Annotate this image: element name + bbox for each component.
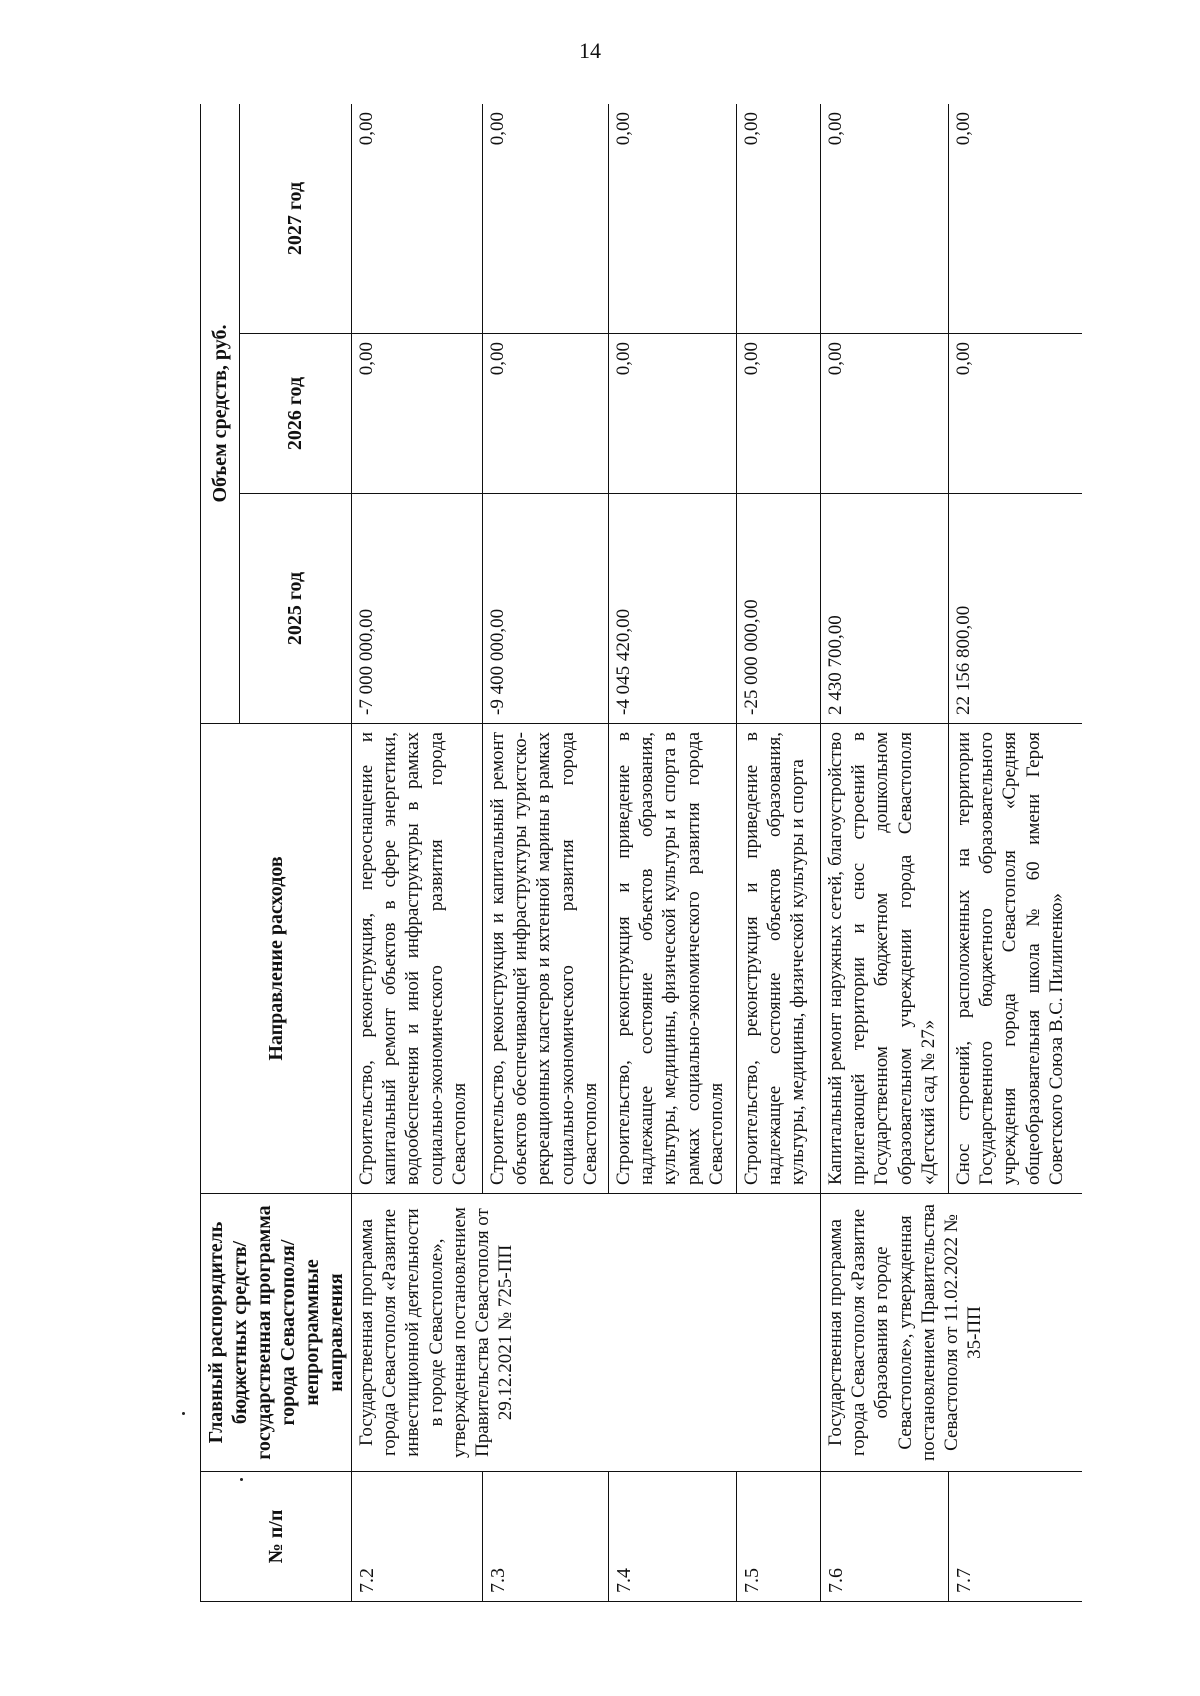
row-2025: -4 045 420,00	[609, 494, 737, 724]
table-row	[821, 104, 949, 1602]
row-2026: 0,00	[609, 334, 737, 494]
header-volume: Объем средств, руб.	[201, 104, 240, 724]
budget-table	[200, 104, 1082, 1602]
row-2025: 2 430 700,00	[821, 494, 949, 724]
program-investment: Государственная программа города Севастополя «Развитие инвестиционной деятельности в городе Севастополе», утвержденная постановлением Правительства Севастополя от 29.12.2021 № 725-ПП	[352, 1194, 821, 1472]
row-2025: -9 400 000,00	[483, 494, 609, 724]
row-2027: 0,00	[737, 104, 821, 334]
header-num: № п/п	[201, 1472, 352, 1602]
row-num: 7.2	[352, 1472, 483, 1602]
row-2026: 0,00	[352, 334, 483, 494]
header-distributor: Главный распорядитель бюджетных средств/государственная программа города Севастополя/непрограммные направления	[201, 1194, 352, 1472]
row-num: 7.7	[949, 1472, 1083, 1602]
row-2026: 0,00	[821, 334, 949, 494]
row-direction: Снос строений, расположенных на территории Государственного бюджетного образовательного учреждения города Севастополя «Средняя общеобразовательная школа № 60 имени Героя Советского Союза В.С. Пилипенко»	[949, 724, 1083, 1194]
program-education: Государственная программа города Севастополя «Развитие образования в городе Севастополе», утвержденная постановлением Правительства Севастополя от 11.02.2022 № 35-ПП	[821, 1194, 1083, 1472]
row-num: 7.3	[483, 1472, 609, 1602]
row-num: 7.5	[737, 1472, 821, 1602]
header-year-2025: 2025 год	[239, 494, 351, 724]
row-2025: -7 000 000,00	[352, 494, 483, 724]
row-2027: 0,00	[483, 104, 609, 334]
row-direction: Строительство, реконструкция и приведение в надлежащее состояние объектов образования, культуры, медицины, физической культуры и спорта	[737, 724, 821, 1194]
row-2027: 0,00	[352, 104, 483, 334]
row-2025: -25 000 000,00	[737, 494, 821, 724]
header-direction: Направление расходов	[201, 724, 352, 1194]
row-direction: Капитальный ремонт наружных сетей, благоустройство прилегающей территории и снос строений в Государственном бюджетном дошкольном образовательном учреждении города Севастополя «Детский сад № 27»	[821, 724, 949, 1194]
rotated-table-frame	[200, 104, 1082, 1602]
table-row	[352, 104, 483, 1602]
row-2027: 0,00	[949, 104, 1083, 334]
row-2026: 0,00	[949, 334, 1083, 494]
row-2026: 0,00	[737, 334, 821, 494]
header-year-2026: 2026 год	[239, 334, 351, 494]
page-number: 14	[579, 38, 601, 63]
row-direction: Строительство, реконструкция и капитальный ремонт объектов обеспечивающей инфраструктуры туристско-рекреационных кластеров и яхтенной марины в рамках социально-экономического развития города Севастополя	[483, 724, 609, 1194]
row-num: 7.6	[821, 1472, 949, 1602]
row-2026: 0,00	[483, 334, 609, 494]
row-2025: 22 156 800,00	[949, 494, 1083, 724]
row-2027: 0,00	[821, 104, 949, 334]
row-direction: Строительство, реконструкция и приведение в надлежащее состояние объектов образования, культуры, медицины, физической культуры и спорта в рамках социально-экономического развития города Севастополя	[609, 724, 737, 1194]
row-direction: Строительство, реконструкция, переоснащение и капитальный ремонт объектов в сфере энергетики, водообеспечения и иной инфраструктуры в рамках социально-экономического развития города Севастополя	[352, 724, 483, 1194]
header-row-1	[201, 104, 240, 1602]
header-year-2027: 2027 год	[239, 104, 351, 334]
row-2027: 0,00	[609, 104, 737, 334]
scan-speck	[182, 1412, 185, 1415]
row-num: 7.4	[609, 1472, 737, 1602]
rotated-table-container	[200, 104, 1082, 1602]
